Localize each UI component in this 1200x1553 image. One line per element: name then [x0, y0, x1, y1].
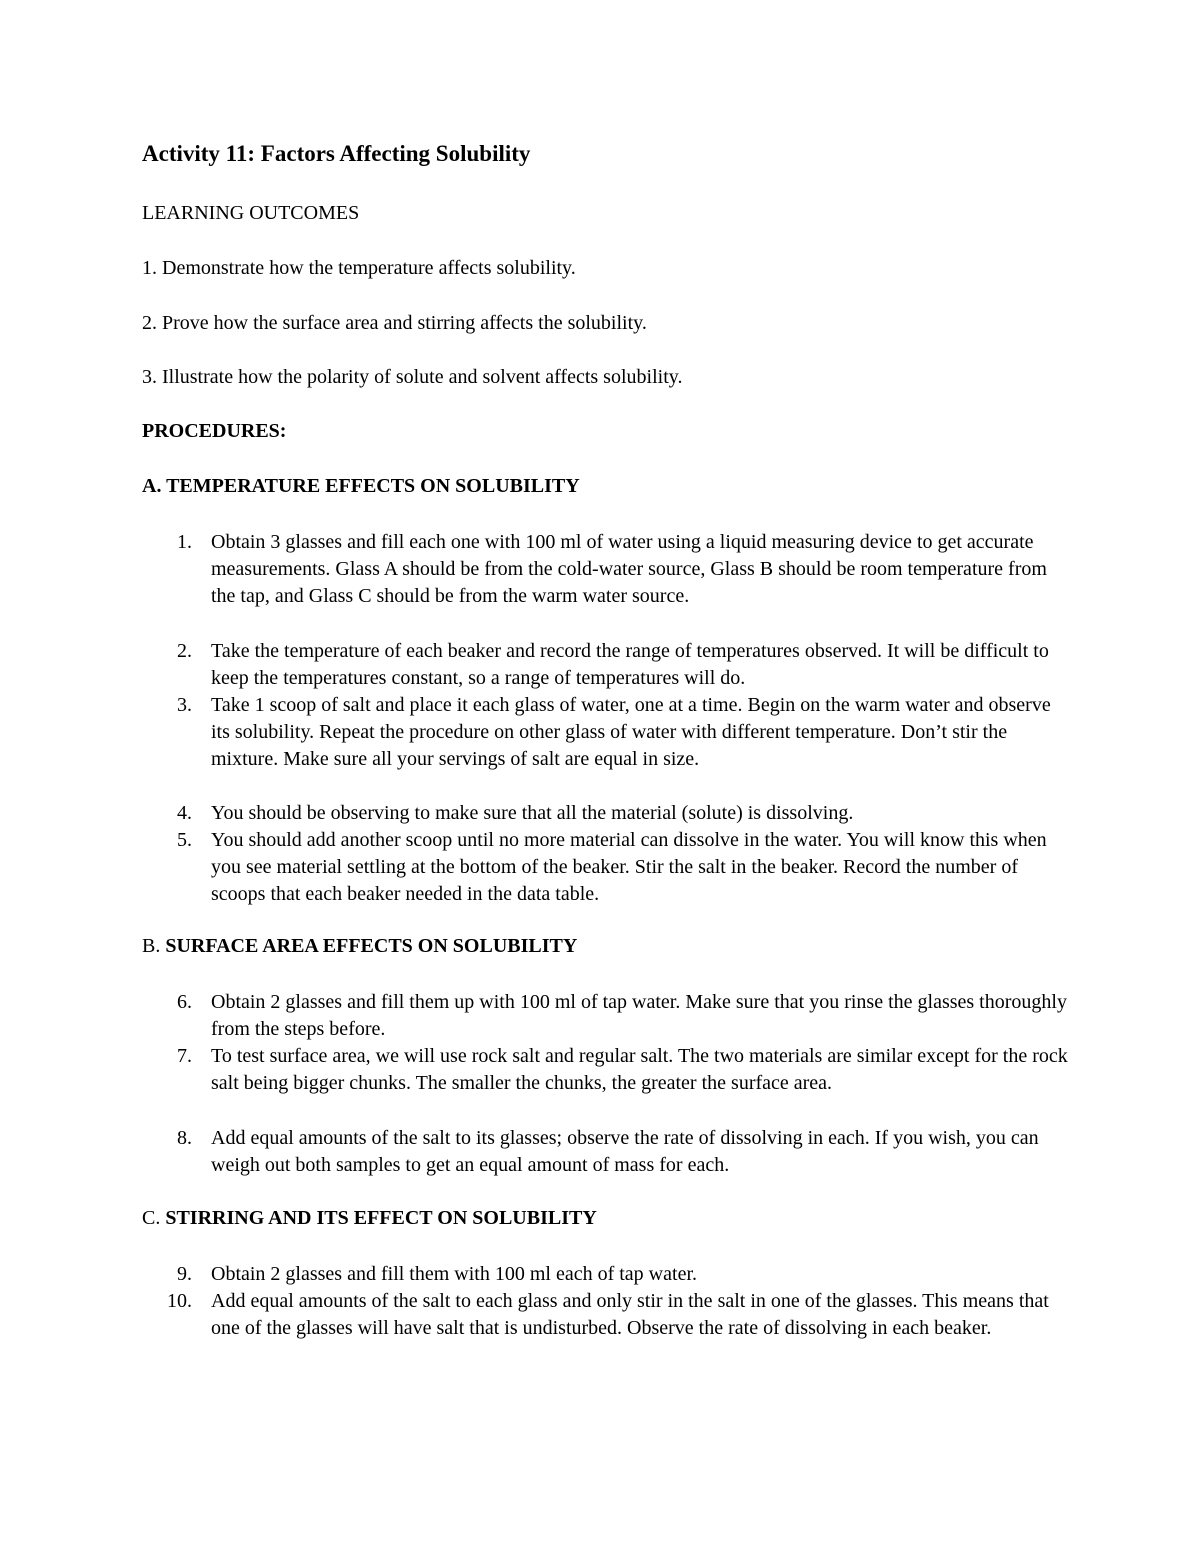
- list-item-text: Take the temperature of each beaker and record the range of temperatures observed. It will be difficult to keep the temperatures constant, so a range of temperatures will do.: [211, 640, 1049, 689]
- learning-outcome-3: 3. Illustrate how the polarity of solute and solvent affects solubility.: [142, 366, 683, 388]
- list-item-text: You should be observing to make sure that all the material (solute) is dissolving.: [211, 802, 854, 824]
- list-item-number: 8.: [177, 1127, 192, 1149]
- list-item-number: 3.: [177, 694, 192, 716]
- section-c-heading: [142, 1207, 597, 1230]
- section-c-heading-text: STIRRING AND ITS EFFECT ON SOLUBILITY: [165, 1207, 597, 1229]
- list-item-text: Obtain 3 glasses and fill each one with 100 ml of water using a liquid measuring device to get accurate measurements. Glass A should be from the cold-water source, Glass B should be room temperature from the tap, and Glass C should be from the warm water source.: [211, 531, 1047, 607]
- procedures-heading-text: PROCEDURES:: [142, 420, 287, 442]
- list-item-number: 2.: [177, 640, 192, 662]
- list-item-text: Obtain 2 glasses and fill them up with 100 ml of tap water. Make sure that you rinse the glasses thoroughly from the steps before.: [211, 991, 1067, 1040]
- section-a-heading-text: A. TEMPERATURE EFFECTS ON SOLUBILITY: [142, 475, 580, 497]
- list-item-text: Add equal amounts of the salt to its glasses; observe the rate of dissolving in each. If you wish, you can weigh out both samples to get an equal amount of mass for each.: [211, 1127, 1039, 1176]
- section-c-prefix: C.: [142, 1207, 166, 1229]
- list-item-number: 10.: [167, 1290, 192, 1312]
- learning-outcome-1: 1. Demonstrate how the temperature affects solubility.: [142, 257, 576, 279]
- list-item-number: 6.: [177, 991, 192, 1013]
- section-b-heading: [142, 935, 577, 958]
- section-a-heading: [142, 475, 580, 498]
- list-item-number: 4.: [177, 802, 192, 824]
- learning-outcome-2: 2. Prove how the surface area and stirring affects the solubility.: [142, 312, 647, 334]
- learning-outcomes-heading: LEARNING OUTCOMES: [142, 202, 360, 224]
- list-item-text: To test surface area, we will use rock salt and regular salt. The two materials are similar except for the rock salt being bigger chunks. The smaller the chunks, the greater the surface area.: [211, 1045, 1068, 1094]
- list-item-text: Take 1 scoop of salt and place it each glass of water, one at a time. Begin on the warm water and observe its solubility. Repeat the procedure on other glass of water with different temperature. Don’t stir the mixture. Make sure all your servings of salt are equal in size.: [211, 694, 1051, 770]
- list-item-number: 9.: [177, 1263, 192, 1285]
- list-item-text: Add equal amounts of the salt to each glass and only stir in the salt in one of the glasses. This means that one of the glasses will have salt that is undisturbed. Observe the rate of dissolving in each beaker.: [211, 1290, 1049, 1339]
- list-item-text: Obtain 2 glasses and fill them with 100 ml each of tap water.: [211, 1263, 697, 1285]
- list-item-text: You should add another scoop until no more material can dissolve in the water. You will know this when you see material settling at the bottom of the beaker. Stir the salt in the beaker. Record the number of scoops that each beaker needed in the data table.: [211, 829, 1047, 905]
- section-b-heading-text: SURFACE AREA EFFECTS ON SOLUBILITY: [165, 935, 578, 957]
- document-title: Activity 11: Factors Affecting Solubility: [142, 141, 531, 166]
- procedures-heading: [142, 420, 286, 443]
- list-item-number: 1.: [177, 531, 192, 553]
- list-item-number: 7.: [177, 1045, 192, 1067]
- list-item-number: 5.: [177, 829, 192, 851]
- section-b-prefix: B.: [142, 935, 166, 957]
